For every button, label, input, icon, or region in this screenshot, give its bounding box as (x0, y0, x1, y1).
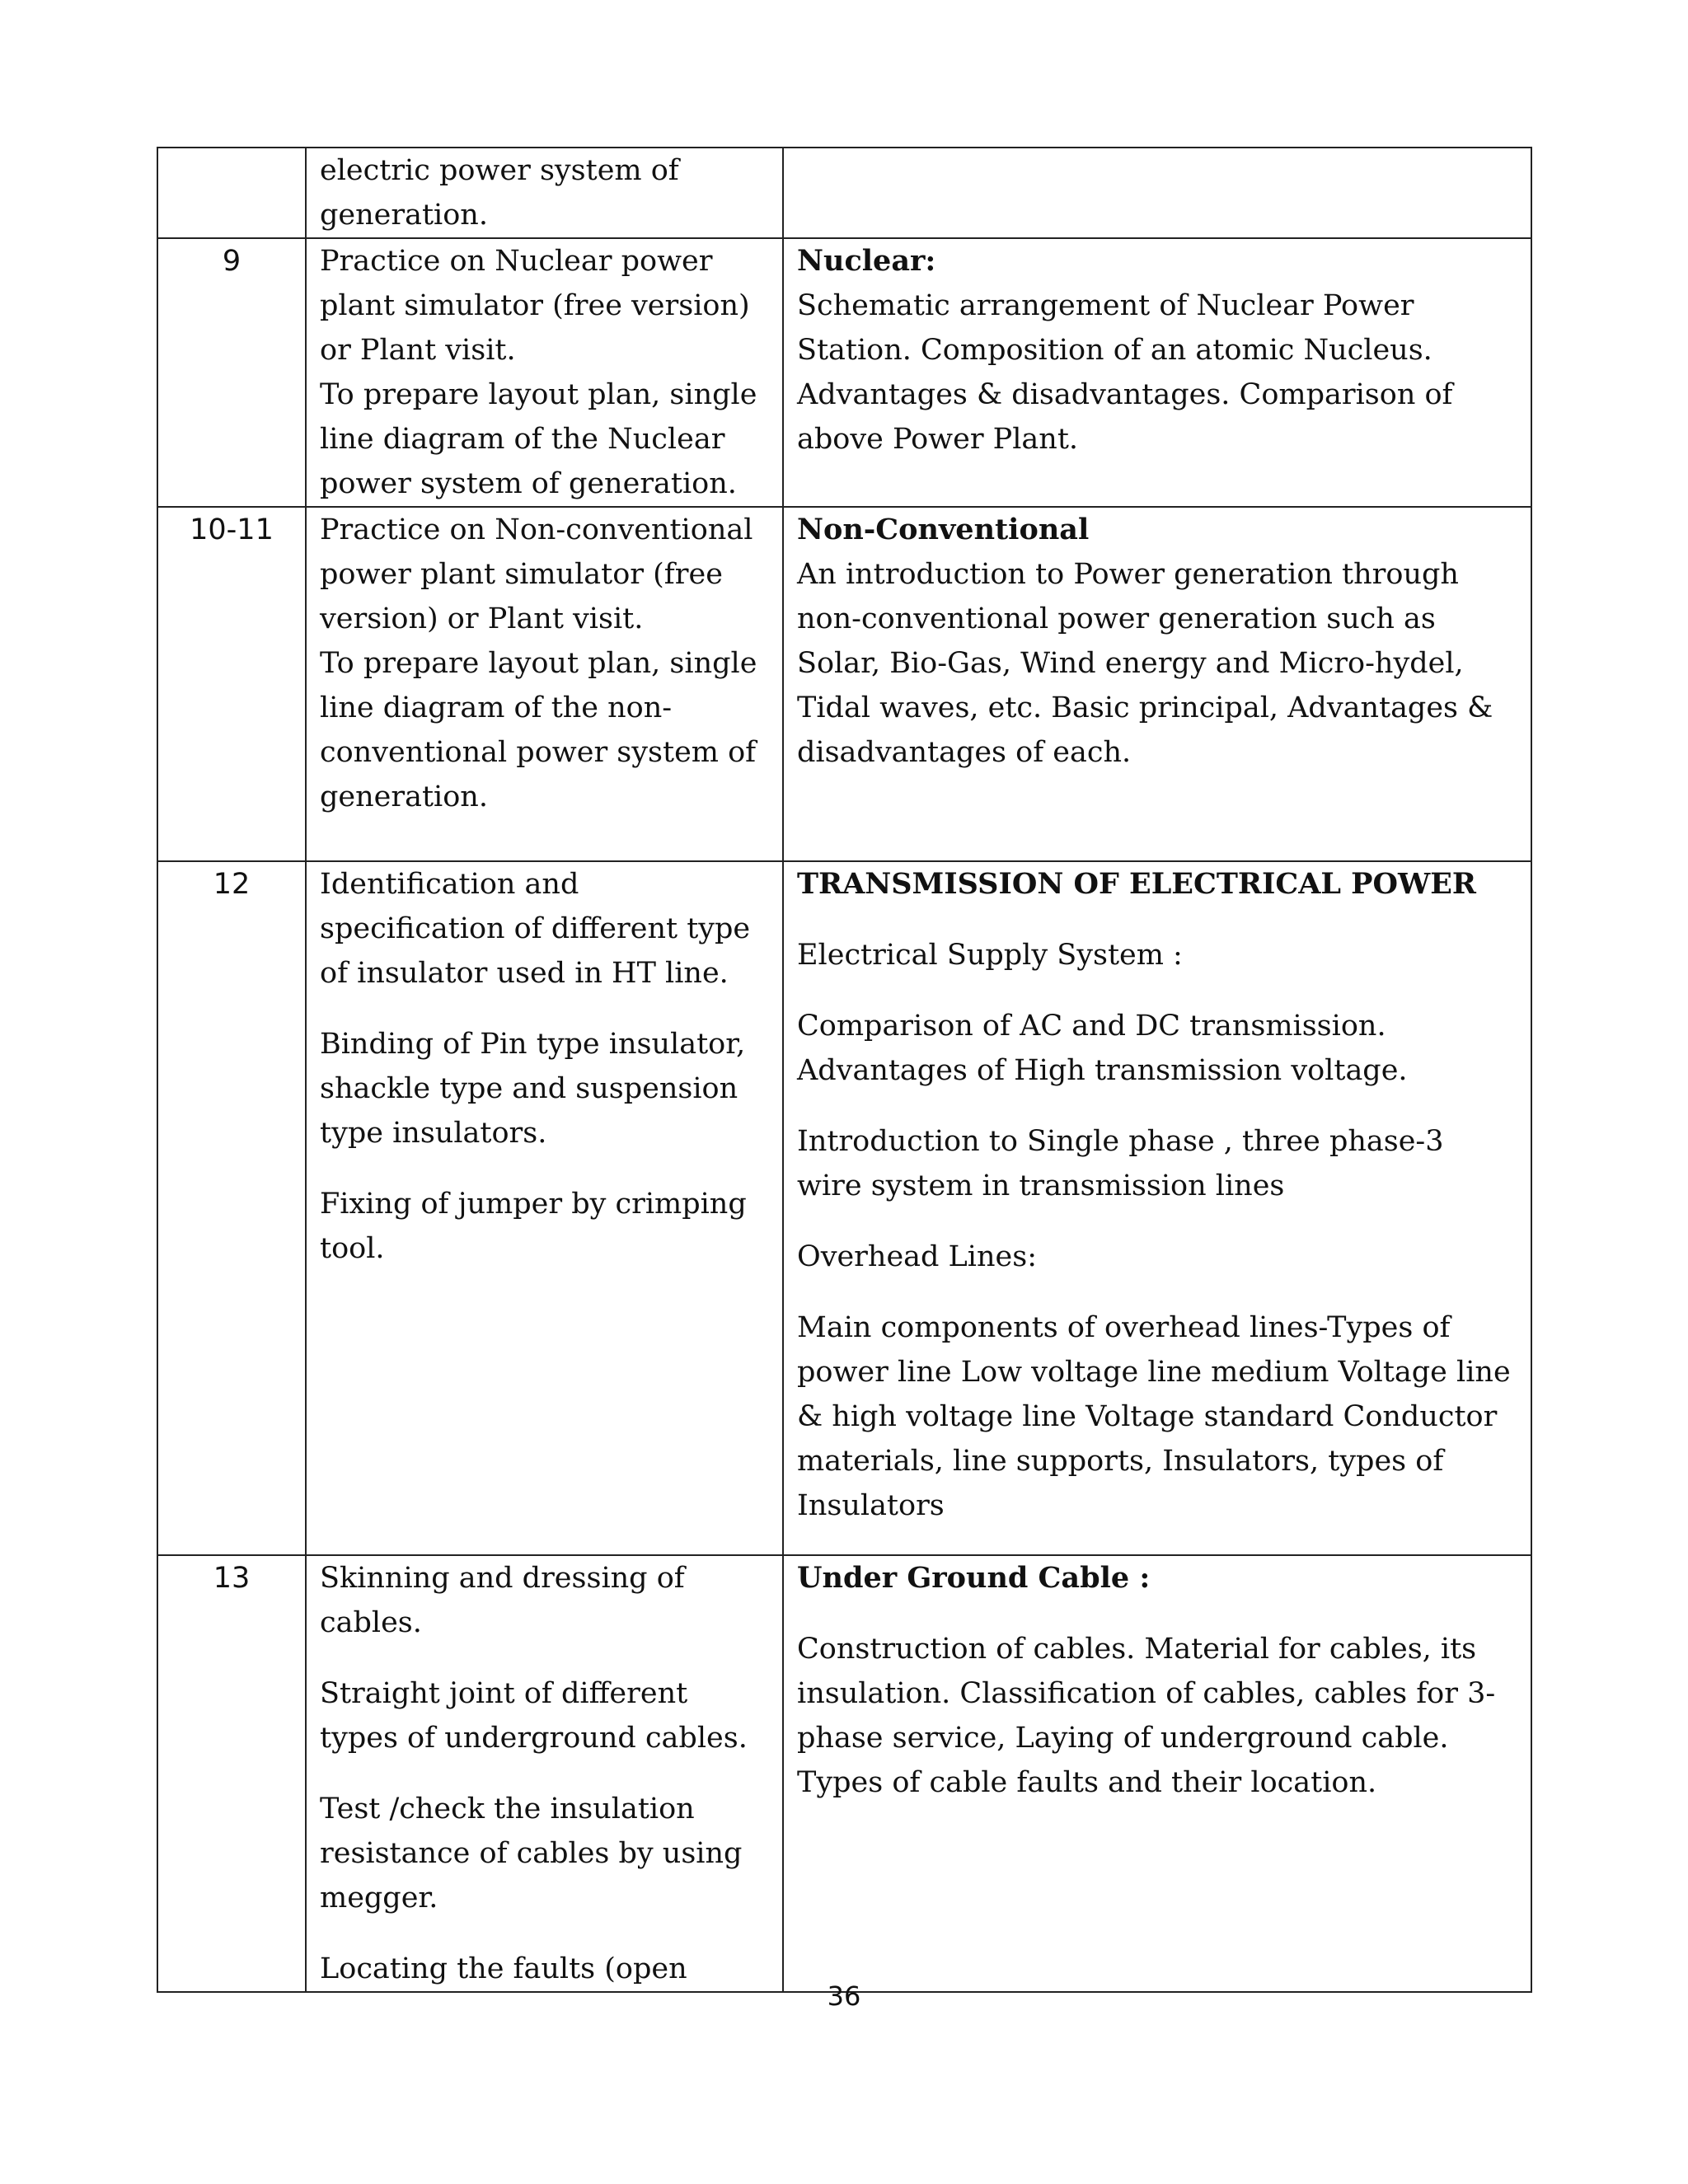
practical-text: Practice on Nuclear power plant simulator (free version) or Plant visit. (320, 245, 750, 367)
theory-cell (783, 861, 1531, 1555)
practical-text: Straight joint of different types of underground cables. (320, 1677, 748, 1755)
theory-cell (783, 148, 1531, 238)
practical-text: Identification and specification of different type of insulator used in HT line. (320, 868, 751, 990)
theory-heading: Under Ground Cable : (797, 1561, 1151, 1595)
sl-no-cell: 9 (157, 238, 306, 507)
page-number: 36 (827, 1980, 861, 2012)
theory-text: Electrical Supply System : (797, 939, 1183, 972)
sl-no-cell: 12 (157, 861, 306, 1555)
sl-no-cell: 10-11 (157, 507, 306, 861)
theory-heading: TRANSMISSION OF ELECTRICAL POWER (797, 867, 1477, 901)
table-row (157, 861, 1531, 1555)
theory-text: Construction of cables. Material for cables, its insulation. Classification of cables, cables for 3-phase service, Laying of underground cable. Types of cable faults and their location. (797, 1633, 1496, 1799)
theory-heading: Nuclear: (797, 244, 936, 278)
practical-text: Skinning and dressing of cables. (320, 1562, 685, 1639)
practical-text: To prepare layout plan, single line diagram of the Nuclear power system of generation. (320, 378, 757, 500)
practical-text: Locating the faults (open (320, 1952, 687, 1985)
sl-no-cell: 13 (157, 1555, 306, 1992)
practical-text: electric power system of generation. (320, 154, 679, 232)
practical-text: Test /check the insulation resistance of cables by using megger. (320, 1793, 743, 1915)
practical-text: Binding of Pin type insulator, shackle type and suspension type insulators. (320, 1028, 746, 1150)
practical-cell (306, 1555, 783, 1992)
theory-text: Comparison of AC and DC transmission. Advantages of High transmission voltage. (797, 1010, 1408, 1087)
theory-text: Overhead Lines: (797, 1240, 1038, 1273)
table-row (157, 507, 1531, 861)
theory-text: Main components of overhead lines-Types of power line Low voltage line medium Voltage line & high voltage line Voltage standard Conductor materials, line supports, Insulators, types of Insulators (797, 1311, 1511, 1522)
practical-cell (306, 148, 783, 238)
syllabus-table (157, 147, 1532, 1993)
practical-text: Fixing of jumper by crimping tool. (320, 1188, 747, 1265)
sl-no-cell (157, 148, 306, 238)
table-row (157, 148, 1531, 238)
table-row (157, 1555, 1531, 1992)
theory-text: An introduction to Power generation through non-conventional power generation such as Solar, Bio-Gas, Wind energy and Micro-hydel, Tidal waves, etc. Basic principal, Advantages & disadvantages of each. (797, 558, 1493, 769)
practical-cell (306, 507, 783, 861)
practical-text: Practice on Non-conventional power plant simulator (free version) or Plant visit. (320, 513, 753, 635)
theory-cell (783, 1555, 1531, 1992)
theory-heading: Non-Conventional (797, 513, 1090, 546)
practical-text: To prepare layout plan, single line diagram of the non-conventional power system of generation. (320, 647, 757, 813)
theory-cell (783, 507, 1531, 861)
practical-cell (306, 238, 783, 507)
table-row (157, 238, 1531, 507)
theory-text: Introduction to Single phase , three phase-3 wire system in transmission lines (797, 1125, 1444, 1202)
theory-cell (783, 238, 1531, 507)
practical-cell (306, 861, 783, 1555)
theory-text: Schematic arrangement of Nuclear Power Station. Composition of an atomic Nucleus. Advantages & disadvantages. Comparison of above Power Plant. (797, 289, 1453, 456)
